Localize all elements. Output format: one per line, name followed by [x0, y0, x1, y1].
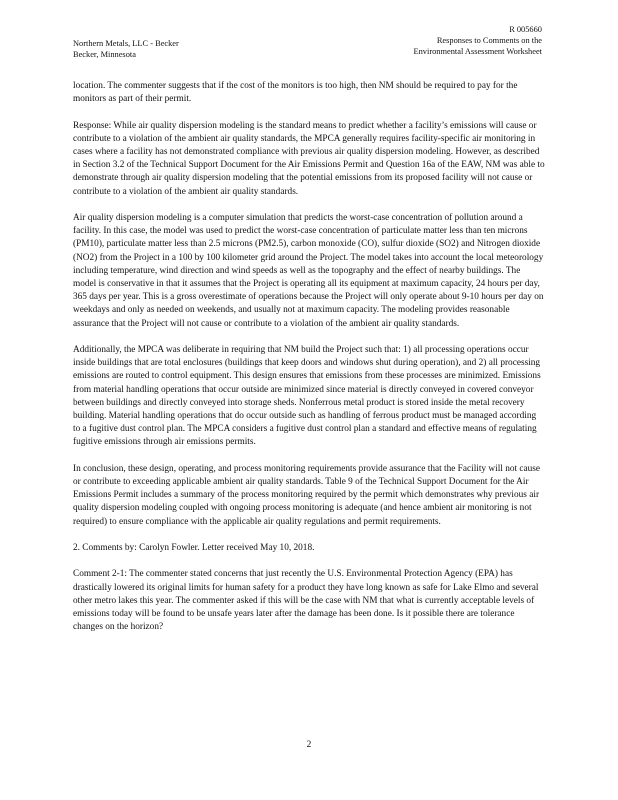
comment-section-heading: 2. Comments by: Carolyn Fowler. Letter received May 10, 2018. [73, 543, 315, 554]
paragraph-dispersion-modeling: Air quality dispersion modeling is a computer simulation that predicts the worst-case concentration of pollution around a facility. In this case, the model was used to predict the worst-case concentration of particulate matter less than ten microns (PM10), particulate matter less than 2.5 microns (PM2.5), carbon monoxide (CO), sulfur dioxide (SO2) and Nitrogen dioxide (NO2) from the Project in a 100 by 100 kilometer grid around the Project. The model takes into account the local meteorology including temperature, wind direction and wind speeds as well as the topography and the effect of nearby buildings. The model is conservative in that it assumes that the Project is operating all its equipment at maximum capacity, 24 hours per day, 365 days per year. This is a gross overestimate of operations because the Project will only operate about 9-10 hours per day on weekdays and only as needed on weekends, and usually not at maximum capacity. The modeling provides reasonable assurance that the Project will not cause or contribute to a violation of the ambient air quality standards. [73, 213, 544, 329]
header-doc-title-line2: Environmental Assessment Worksheet [413, 47, 542, 56]
paragraph-comment-2-1: Comment 2-1: The commenter stated concerns that just recently the U.S. Environmental Protection Agency (EPA) has drastically lowered its original limits for human safety for a product they have long known as safe for Lake Elmo and several other metro lakes this year. The commenter asked if this will be the case with NM that what is currently acceptable levels of emissions today will be found to be unsafe years later after the damage has been done. Is it possible there are tolerance changes on the horizon? [73, 569, 539, 633]
bates-number: R 005660 [509, 25, 542, 34]
header-right [414, 24, 543, 57]
document-body [73, 80, 545, 648]
header-company: Northern Metals, LLC - Becker [73, 39, 179, 48]
header-location: Becker, Minnesota [73, 50, 136, 59]
paragraph-continuation: location. The commenter suggests that if the cost of the monitors is too high, then NM should be required to pay for the monitors as part of their permit. [73, 81, 518, 105]
page-number: 2 [306, 740, 312, 750]
paragraph-response: Response: While air quality dispersion modeling is the standard means to predict whether a facility’s emissions will cause or contribute to a violation of the ambient air quality standards, the MPCA generally requires facility-specific air monitoring in cases where a facility has not demonstrated compliance with previous air quality dispersion modeling. However, as described in Section 3.2 of the Technical Support Document for the Air Emissions Permit and Question 16a of the EAW, NM was able to demonstrate through air quality dispersion modeling that the potential emissions from its proposed facility will not cause or contribute to a violation of the ambient air quality standards. [73, 120, 545, 197]
header-doc-title-line1: Responses to Comments on the [436, 36, 542, 45]
header-left [73, 38, 179, 60]
paragraph-conclusion: In conclusion, these design, operating, and process monitoring requirements provide assurance that the Facility will not cause or contribute to exceeding applicable ambient air quality standards. Table 9 of the Technical Support Document for the Air Emissions Permit includes a summary of the process monitoring required by the permit which demonstrates why previous air quality dispersion modeling coupled with ongoing process monitoring is adequate (and hence ambient air monitoring is not required) to ensure compliance with the applicable air quality regulations and permit requirements. [73, 463, 541, 527]
paragraph-design-requirements: Additionally, the MPCA was deliberate in requiring that NM build the Project such that: 1) all processing operations occur inside buildings that are total enclosures (buildings that keep doors and windows shut during operation), and 2) all processing emissions are routed to control equipment. This design ensures that emissions from these processes are minimized. Emissions from material handling operations that occur outside are minimized since material is directly conveyed in covered conveyor between buildings and directly conveyed into storage sheds. Nonferrous metal product is stored inside the metal recovery building. Material handling operations that do occur outside such as handling of ferrous product must be managed according to a fugitive dust control plan. The MPCA considers a fugitive dust control plan a standard and effective means of regulating fugitive emissions through air emissions permits. [73, 345, 541, 448]
